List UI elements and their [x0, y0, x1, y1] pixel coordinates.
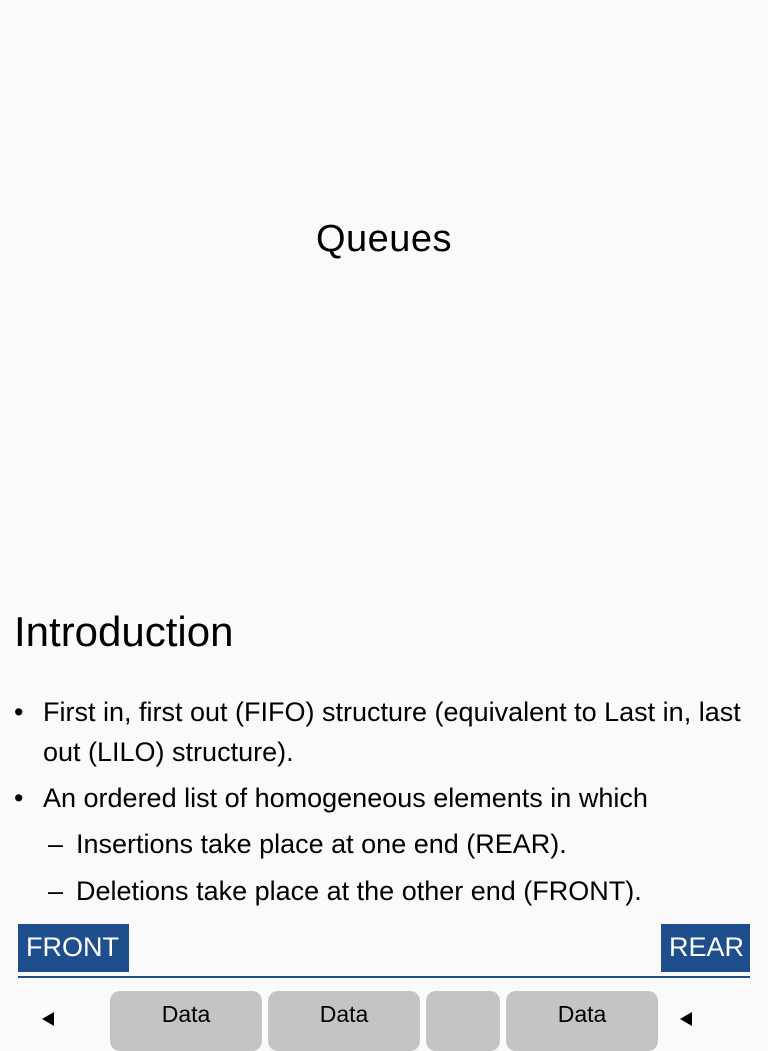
sub-bullet-item	[14, 824, 754, 864]
section-heading: Introduction	[14, 608, 234, 655]
queue-baseline	[18, 976, 750, 978]
sub-bullet-item	[14, 871, 754, 911]
bullet-item	[14, 778, 754, 818]
slide-title: Queues	[315, 218, 453, 260]
sub-bullet-marker: –	[48, 829, 64, 859]
bullet-list	[14, 692, 754, 918]
rear-label: REAR	[661, 924, 750, 972]
sub-bullet-text: Deletions take place at the other end (FRONT).	[76, 876, 642, 906]
bullet-marker: •	[14, 697, 24, 727]
queue-cell: Data	[268, 991, 420, 1051]
bullet-text: First in, first out (FIFO) structure (equivalent to Last in, last out (LILO) structure).	[43, 697, 741, 767]
front-label: FRONT	[18, 924, 129, 972]
queue-cell-empty	[426, 991, 500, 1051]
bullet-text: An ordered list of homogeneous elements in which	[43, 783, 648, 813]
sub-bullet-marker: –	[48, 876, 64, 906]
queue-cell: Data	[506, 991, 658, 1051]
bullet-marker: •	[14, 783, 24, 813]
bullet-item	[14, 692, 754, 772]
sub-bullet-text: Insertions take place at one end (REAR).	[76, 829, 567, 859]
queue-cell: Data	[110, 991, 262, 1051]
